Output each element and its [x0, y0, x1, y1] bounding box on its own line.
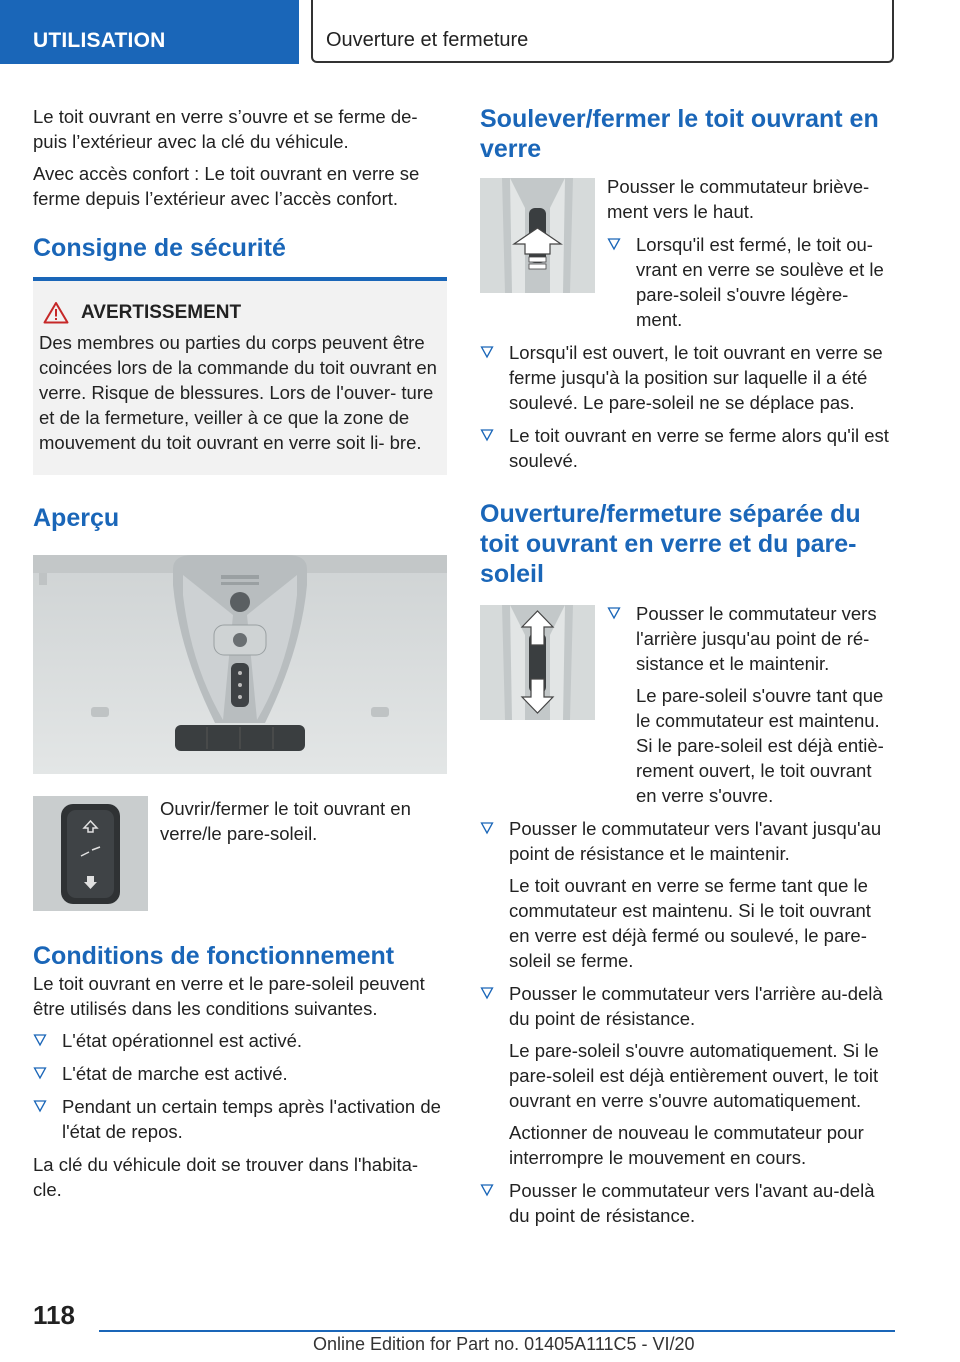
- list-item: Pousser le commutateur vers l'arrière au-delà du point de résistance. Le pare-soleil s'ouvre automatiquement. Si le pare-soleil est déjà entièrement ouvert, le toit ouvrant en verre s'ouvre automatiquement. Actionner de nouveau le commutateur pour interrompre le mouvement en cours.: [480, 981, 895, 1170]
- right-column: [480, 104, 895, 1236]
- lift-row: [480, 178, 895, 340]
- list-item: Pendant un certain temps après l'activation de l'état de repos.: [33, 1094, 447, 1144]
- warning-box: [33, 281, 447, 475]
- bullet-triangle-icon: [607, 237, 621, 251]
- lift-list: [480, 340, 895, 473]
- switch-row: [33, 796, 447, 911]
- page-number: 118: [33, 1300, 75, 1330]
- chapter-box: [311, 0, 894, 63]
- list-item: L'état de marche est activé.: [33, 1061, 447, 1086]
- left-column: [33, 104, 447, 1202]
- lift-heading: Soulever/fermer le toit ouvrant en verre: [480, 105, 879, 163]
- safety-heading: Consigne de sécurité: [33, 234, 286, 262]
- bullet-triangle-icon: [480, 1183, 494, 1197]
- conditions-outro: La clé du véhicule doit se trouver dans l'habita‐ cle.: [33, 1154, 419, 1200]
- list-item: Lorsqu'il est ouvert, le toit ouvrant en verre se ferme jusqu'à la position sur laquelle il a été soulevé. Le pare-soleil ne se déplace pas.: [480, 340, 895, 415]
- separate-row: [480, 605, 895, 816]
- bullet-triangle-icon: [33, 1033, 47, 1047]
- list-item: Pousser le commutateur vers l'avant jusqu'au point de résistance et le maintenir. Le toit ouvrant en verre se ferme tant que le commutateur est maintenu. Si le toit ouvrant en verre est déjà fermé ou soulevé, le pare‐ soleil se ferme.: [480, 816, 895, 973]
- bullet-triangle-icon: [480, 986, 494, 1000]
- intro-paragraph: Avec accès confort : Le toit ouvrant en verre se ferme depuis l’extérieur avec l’accès confort.: [33, 163, 420, 209]
- switch-image: [33, 796, 148, 911]
- list-item: L'état opérationnel est activé.: [33, 1028, 447, 1053]
- bullet-triangle-icon: [480, 428, 494, 442]
- bullet-triangle-icon: [480, 821, 494, 835]
- bullet-triangle-icon: [33, 1066, 47, 1080]
- conditions-heading: Conditions de fonctionnement: [33, 942, 395, 970]
- overview-heading: Aperçu: [33, 504, 120, 532]
- warning-title-row: [39, 301, 439, 324]
- switch-updown-image: [480, 605, 595, 720]
- lift-sublist: [607, 232, 895, 332]
- bullet-triangle-icon: [480, 345, 494, 359]
- footer-edition: Online Edition for Part no. 01405A111C5 - VI/20: [313, 1334, 695, 1354]
- separate-sublist: [607, 601, 895, 808]
- conditions-list: [33, 1028, 447, 1144]
- section-title: UTILISATION: [33, 29, 166, 52]
- list-item: Pousser le commutateur vers l'avant au-delà du point de résistance.: [480, 1178, 895, 1228]
- bullet-triangle-icon: [33, 1099, 47, 1113]
- switch-caption: Ouvrir/fermer le toit ouvrant en verre/le pare-soleil.: [160, 798, 411, 844]
- list-item: Pousser le commutateur vers l'arrière jusqu'au point de ré‐ sistance et le maintenir. Le pare-soleil s'ouvre tant que le commutateur est maintenu. Si le pare-soleil est déjà entiè‐ rement ouvert, le toit ouvrant en verre s'ouvre.: [607, 601, 895, 808]
- intro-paragraph: Le toit ouvrant en verre s’ouvre et se ferme de‐ puis l’extérieur avec la clé du véhicule.: [33, 106, 418, 152]
- conditions-intro: Le toit ouvrant en verre et le pare-soleil peuvent être utilisés dans les conditions suivantes.: [33, 973, 425, 1019]
- warning-text: Des membres ou parties du corps peuvent être coincées lors de la commande du toit ouvrant en verre. Risque de blessures. Lors de l'ouver‐ ture et de la fermeture, veiller à ce que la zone de mouvement du toit ouvrant en verre soit li‐ bre.: [39, 332, 437, 453]
- list-item: Le toit ouvrant en verre se ferme alors qu'il est soulevé.: [480, 423, 895, 473]
- footer-rule: [99, 1330, 895, 1332]
- warning-triangle-icon: [43, 301, 69, 324]
- chapter-title: Ouverture et fermeture: [326, 29, 529, 51]
- bullet-triangle-icon: [607, 606, 621, 620]
- section-tab: [0, 0, 299, 64]
- roof-console-image: [33, 555, 447, 774]
- list-item: Lorsqu'il est fermé, le toit ou‐ vrant en verre se soulève et le pare-soleil s'ouvre légère‐ ment.: [607, 232, 895, 332]
- separate-list: [480, 816, 895, 1228]
- lift-intro: Pousser le commutateur briève‐ ment vers le haut.: [607, 176, 870, 222]
- switch-up-image: [480, 178, 595, 293]
- warning-title: AVERTISSEMENT: [81, 301, 242, 323]
- separate-heading: Ouverture/fermeture séparée du toit ouvrant en verre et du pare‐ soleil: [480, 500, 861, 588]
